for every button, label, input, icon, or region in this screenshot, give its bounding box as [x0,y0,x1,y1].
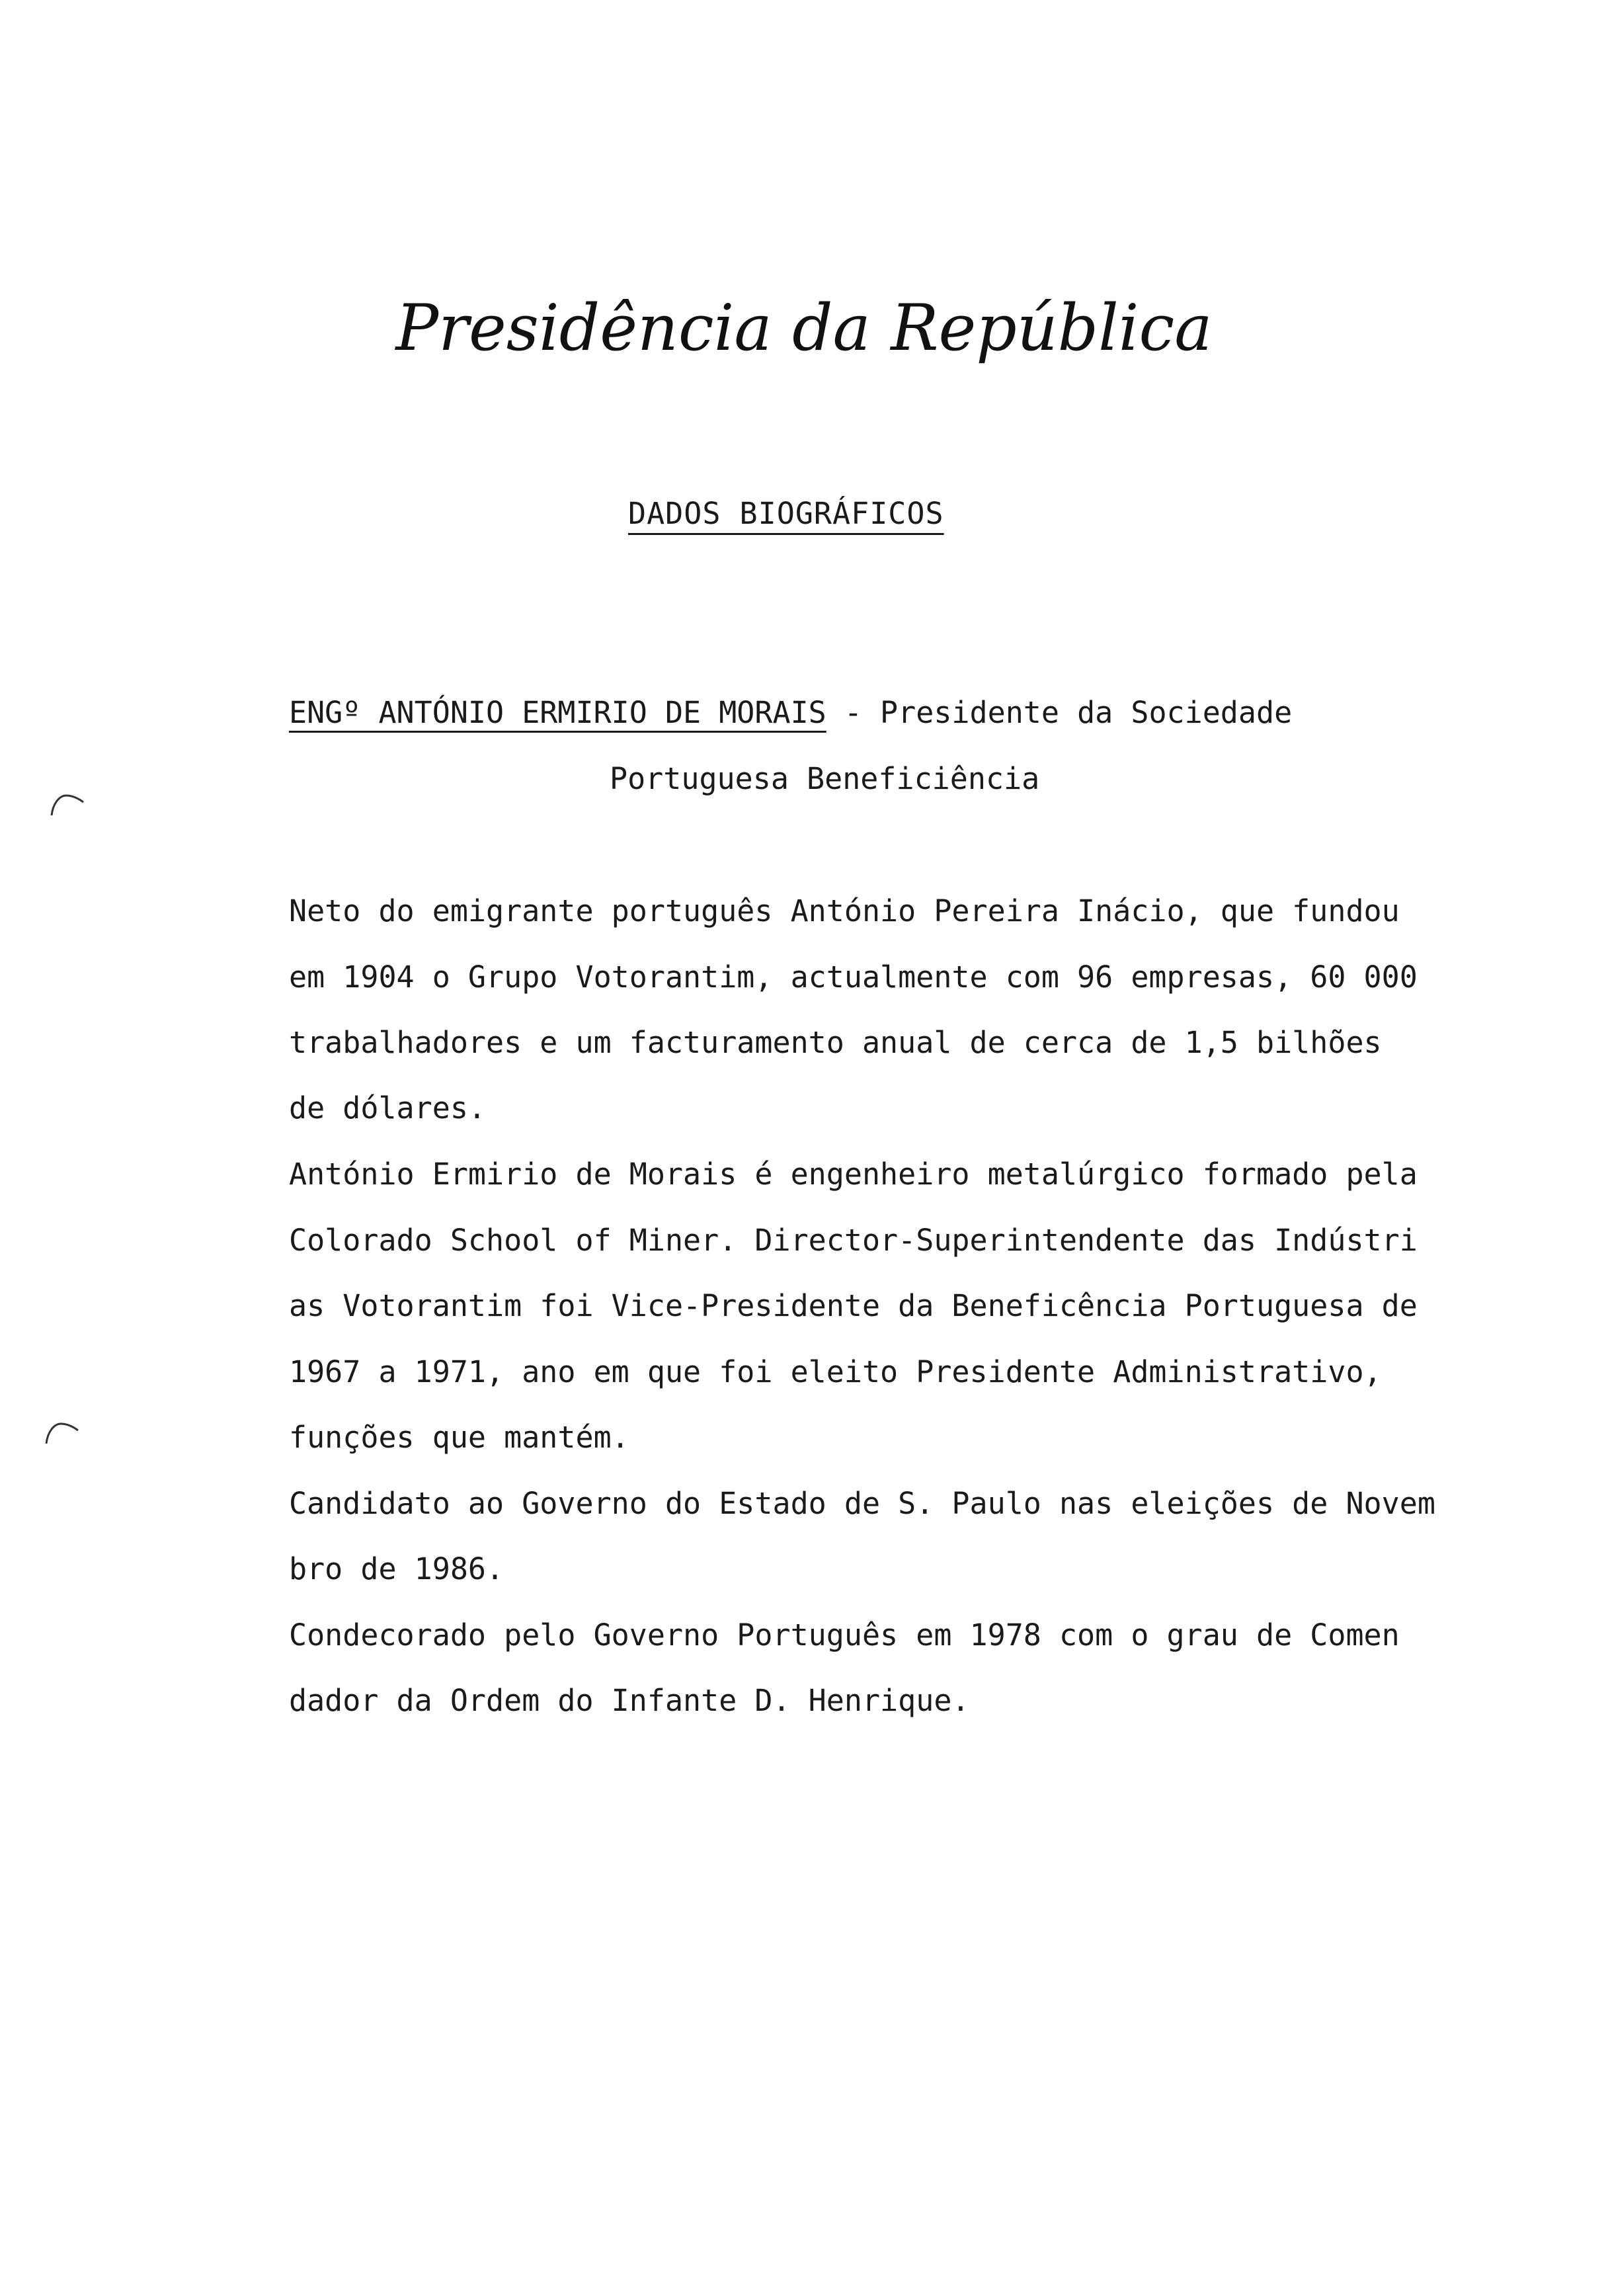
person-role: - Presidente da Sociedade [826,695,1293,730]
person-name: ENGº ANTÓNIO ERMIRIO DE MORAIS [289,695,826,730]
heading-line-2: Portuguesa Beneficiência [610,761,1040,796]
body-line: trabalhadores e um facturamento anual de cerca de 1,5 bilhões [289,1025,1382,1060]
body-line: 1967 a 1971, ano em que foi eleito Presidente Administrativo, [289,1354,1382,1389]
body-line: Neto do emigrante português António Pereira Inácio, que fundou [289,893,1400,928]
body-line: António Ermirio de Morais é engenheiro metalúrgico formado pela [289,1157,1418,1192]
punch-hole-mark [41,1418,81,1445]
body-line: Candidato ao Governo do Estado de S. Paulo nas eleições de Novem [289,1486,1435,1521]
body-line: em 1904 o Grupo Votorantim, actualmente com 96 empresas, 60 000 [289,960,1418,995]
body-line: Condecorado pelo Governo Português em 1978 com o grau de Comen [289,1618,1400,1653]
body-line: de dólares. [289,1090,487,1126]
document-title: DADOS BIOGRÁFICOS [628,496,944,531]
body-line: dador da Ordem do Infante D. Henrique. [289,1683,970,1718]
body-line: funções que mantém. [289,1420,629,1455]
body-line: Colorado School of Miner. Director-Superintendente das Indústri [289,1223,1418,1258]
body-line: as Votorantim foi Vice-Presidente da Beneficência Portuguesa de [289,1288,1418,1323]
punch-hole-mark [46,790,86,817]
heading-line-1 [289,693,1292,733]
body-line: bro de 1986. [289,1551,504,1586]
letterhead: Presidência da República [395,291,1213,365]
